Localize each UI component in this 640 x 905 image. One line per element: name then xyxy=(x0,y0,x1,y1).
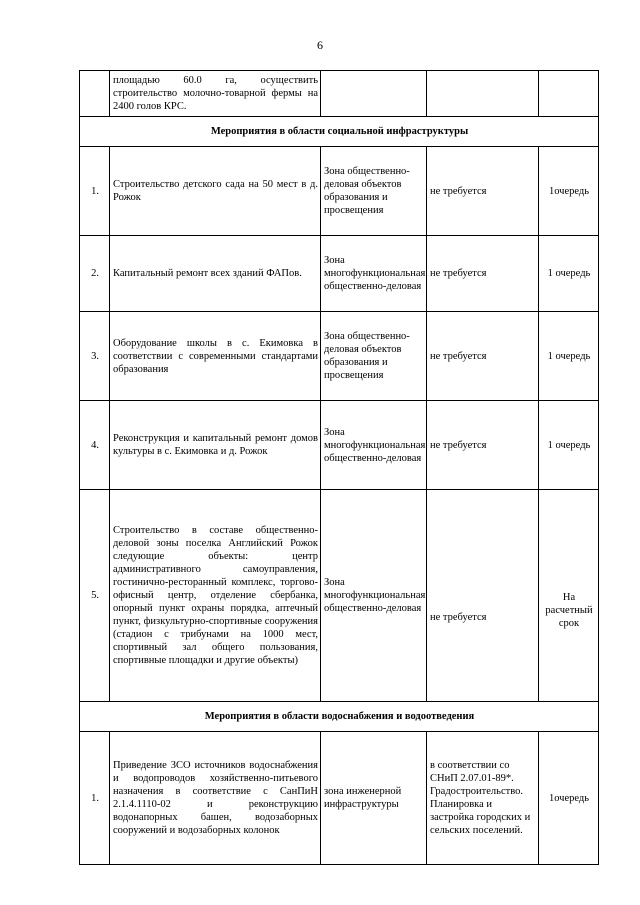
section-title-social: Мероприятия в области социальной инфраструктуры xyxy=(80,117,599,147)
row-number: 3. xyxy=(80,312,110,401)
requirements-cell xyxy=(427,71,539,117)
term-cell: На расчетный срок xyxy=(539,490,599,702)
row-number: 1. xyxy=(80,147,110,236)
work-description: Оборудование школы в с. Екимовка в соответствии с современными стандартами образования xyxy=(110,312,321,401)
table-row xyxy=(80,732,599,865)
work-description: Реконструкция и капитальный ремонт домов культуры в с. Екимовка и д. Рожок xyxy=(110,401,321,490)
table-row xyxy=(80,71,599,117)
term-cell: 1 очередь xyxy=(539,236,599,312)
requirements-cell: не требуется xyxy=(427,147,539,236)
zone-cell: Зона многофункциональная общественно-деловая xyxy=(321,236,427,312)
term-cell: 1очередь xyxy=(539,147,599,236)
requirements-cell: не требуется xyxy=(427,236,539,312)
row-number: 1. xyxy=(80,732,110,865)
term-cell: 1 очередь xyxy=(539,401,599,490)
zone-cell xyxy=(321,71,427,117)
row-number: 5. xyxy=(80,490,110,702)
requirements-cell: не требуется xyxy=(427,312,539,401)
zone-cell: Зона многофункциональная общественно-деловая xyxy=(321,401,427,490)
term-cell: 1очередь xyxy=(539,732,599,865)
zone-cell: Зона общественно-деловая объектов образования и просвещения xyxy=(321,312,427,401)
row-number xyxy=(80,71,110,117)
term-cell xyxy=(539,71,599,117)
work-description: Строительство детского сада на 50 мест в д. Рожок xyxy=(110,147,321,236)
work-description: Капитальный ремонт всех зданий ФАПов. xyxy=(110,236,321,312)
section-header-row xyxy=(80,702,599,732)
section-header-row xyxy=(80,117,599,147)
table-row xyxy=(80,401,599,490)
requirements-cell: не требуется xyxy=(427,401,539,490)
measures-table xyxy=(79,70,599,865)
work-description: Строительство в составе общественно-деловой зоны поселка Английский Рожок следующие объекты: центр административного самоуправления, гостинично-ресторанный комплекс, торгово-офисный центр, отделение сбербанка, опорный пункт охраны порядка, аптечный пункт, физкультурно-спортивные сооружения (стадион с трибунами на 1000 мест, спортивный зал общего пользования, спортивные площадки и другие объекты) xyxy=(110,490,321,702)
zone-cell: Зона общественно-деловая объектов образования и просвещения xyxy=(321,147,427,236)
table-row xyxy=(80,236,599,312)
requirements-cell: не требуется xyxy=(427,490,539,702)
section-title-water: Мероприятия в области водоснабжения и водоотведения xyxy=(80,702,599,732)
row-number: 2. xyxy=(80,236,110,312)
requirements-cell: в соответствии со СНиП 2.07.01-89*. Градостроительство. Планировка и застройка городских и сельских поселений. xyxy=(427,732,539,865)
table-row xyxy=(80,147,599,236)
zone-cell: зона инженерной инфраструктуры xyxy=(321,732,427,865)
table-row xyxy=(80,312,599,401)
table-row xyxy=(80,490,599,702)
zone-cell: Зона многофункциональная общественно-деловая xyxy=(321,490,427,702)
term-cell: 1 очередь xyxy=(539,312,599,401)
row-number: 4. xyxy=(80,401,110,490)
work-description: Приведение ЗСО источников водоснабжения и водопроводов хозяйственно-питьевого назначения в соответствие с СанПиН 2.1.4.1110-02 и реконструкцию водонапорных башен, водозаборных сооружений и водозаборных колонок xyxy=(110,732,321,865)
page-number: 6 xyxy=(317,38,323,52)
work-description: площадью 60.0 га, осуществить строительство молочно-товарной фермы на 2400 голов КРС. xyxy=(110,71,321,117)
